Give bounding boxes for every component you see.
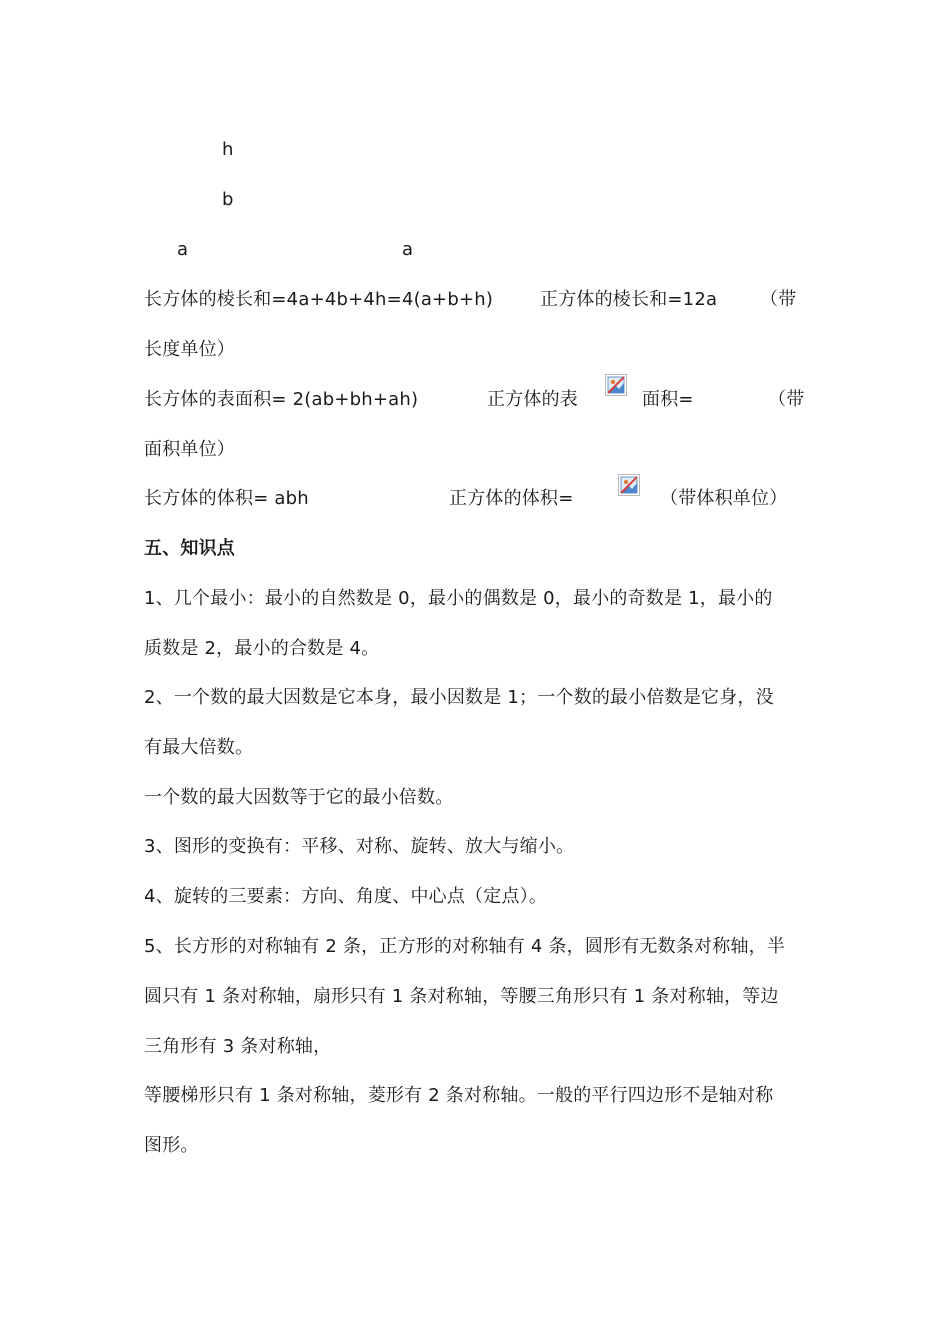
knowledge-line: 一个数的最大因数等于它的最小倍数。 <box>144 787 454 808</box>
section-heading: 五、知识点 <box>144 538 235 559</box>
cube-surface-formula-b: 面积= <box>642 389 694 410</box>
label-a-left: a <box>177 239 189 260</box>
volume-unit-note: （带体积单位） <box>660 488 788 509</box>
edge-unit-note-start: （带 <box>760 289 797 310</box>
cube-edge-formula: 正方体的棱长和=12a <box>540 289 718 310</box>
knowledge-line: 4、旋转的三要素：方向、角度、中心点（定点）。 <box>144 886 548 907</box>
cube-surface-formula-a: 正方体的表 <box>487 389 578 410</box>
label-b: b <box>222 189 234 210</box>
knowledge-line: 5、长方形的对称轴有 2 条，正方形的对称轴有 4 条，圆形有无数条对称轴，半 <box>144 936 786 957</box>
cuboid-surface-formula: 长方体的表面积= 2(ab+bh+ah) <box>144 389 419 410</box>
broken-image-icon <box>605 374 627 396</box>
cube-volume-formula: 正方体的体积= <box>449 488 574 509</box>
broken-image-icon <box>618 474 640 496</box>
edge-unit-note-end: 长度单位） <box>144 339 235 360</box>
label-a-right: a <box>402 239 414 260</box>
knowledge-line: 3、图形的变换有：平移、对称、旋转、放大与缩小。 <box>144 836 575 857</box>
surface-unit-note-end: 面积单位） <box>144 439 235 460</box>
label-h: h <box>222 139 234 160</box>
knowledge-line: 有最大倍数。 <box>144 737 254 758</box>
knowledge-line: 1、几个最小：最小的自然数是 0，最小的偶数是 0，最小的奇数是 1，最小的 <box>144 588 773 609</box>
knowledge-line: 2、一个数的最大因数是它本身，最小因数是 1；一个数的最小倍数是它身，没 <box>144 687 774 708</box>
knowledge-line: 质数是 2，最小的合数是 4。 <box>144 638 380 659</box>
knowledge-line: 图形。 <box>144 1135 199 1156</box>
cuboid-volume-formula: 长方体的体积= abh <box>144 488 309 509</box>
cuboid-edge-formula: 长方体的棱长和=4a+4b+4h=4(a+b+h) <box>144 289 494 310</box>
knowledge-line: 等腰梯形只有 1 条对称轴，菱形有 2 条对称轴。一般的平行四边形不是轴对称 <box>144 1085 774 1106</box>
knowledge-line: 圆只有 1 条对称轴，扇形只有 1 条对称轴，等腰三角形只有 1 条对称轴，等边 <box>144 986 779 1007</box>
knowledge-line: 三角形有 3 条对称轴， <box>144 1036 332 1057</box>
surface-unit-note-start: （带 <box>768 389 805 410</box>
